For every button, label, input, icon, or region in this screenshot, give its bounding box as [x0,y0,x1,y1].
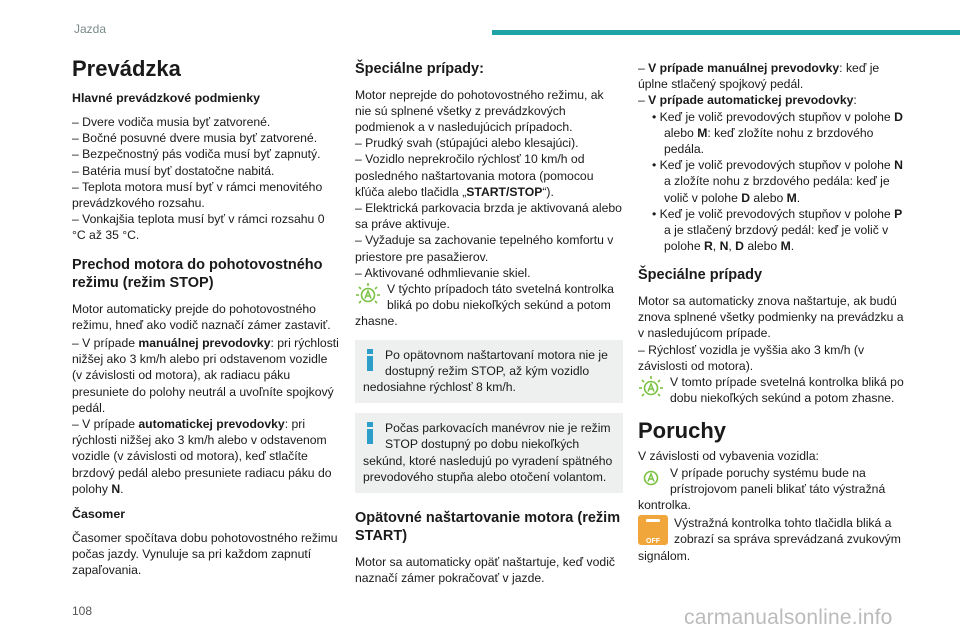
list-item: – Aktivované odhmlievanie skiel. [355,265,531,280]
list-item: – Bezpečnostný pás vodiča musí byť zapnutý. [72,147,321,162]
fault-warning-note: V prípade poruchy systému bude na prístrojovom paneli blikať táto výstražná kontrolka. [638,465,886,512]
column-3 [638,56,906,574]
timer-heading: Časomer [72,507,126,522]
column-2 [355,56,623,595]
special-cases-restart-text: Motor sa automaticky znova naštartuje, ak budú znova splnené všetky podmienky na prevádzku a v nasledujúcom prípade. [638,293,904,341]
info-icon [363,349,377,371]
list-item: – Prudký svah (stúpajúci alebo klesajúci). [355,136,579,151]
restart-warning-note: V tomto prípade svetelná kontrolka bliká po dobu niekoľkých sekúnd a potom zhasne. [638,374,906,406]
info-note-parking: Počas parkovacích manévrov nie je režim STOP dostupný po dobu niekoľkých sekúnd, ktoré nasledujú po vyradení spätného prevodového stupňa alebo otočení volantom. [355,413,623,493]
list-item: – Vozidlo neprekročilo rýchlosť 10 km/h od posledného naštartovania motora (pomocou kľúča alebo tlačidla „START/STOP“). [355,152,594,199]
list-item: – Bočné posuvné dvere musia byť zatvorené. [72,131,318,146]
info-icon [363,422,377,444]
bullet-item: • Keď je volič prevodových stupňov v polohe D alebo M: keď zložíte nohu z brzdového pedála. [652,109,903,157]
bullet-item: • Keď je volič prevodových stupňov v polohe N a zložíte nohu z brzdového pedála: keď je volič v polohe D alebo M. [652,158,903,205]
list-item: – Teplota motora musí byť v rámci menovitého prevádzkového rozsahu. [72,179,323,211]
stop-start-warning-note: V týchto prípadoch táto svetelná kontrolka bliká po dobu niekoľkých sekúnd a potom zhasne. [355,281,614,329]
manual-gearbox-item: – V prípade manuálnej prevodovky: pri rýchlosti nižšej ako 3 km/h alebo pri odstavenom vozidle (v závislosti od motora), ak radiacu páku presuniete do polohy neutrál a uvoľníte spojkový pedál. [72,336,339,415]
conditions-list [72,114,340,244]
special-cases-heading: Špeciálne prípady: [355,61,484,77]
stop-mode-intro: Motor automaticky prejde do pohotovostného režimu, hneď ako vodič naznačí zámer zastaviť. [72,301,331,332]
special-cases-intro: Motor neprejde do pohotovostného režimu, ak nie sú splnené všetky z prevádzkových podmienok a v nasledujúcich prípadoch. [355,87,604,134]
stop-start-warning-icon [638,374,664,400]
faults-title: Poruchy [638,418,727,444]
stop-start-off-button-icon: OFF [638,515,668,545]
header-accent-bar [492,30,960,35]
automatic-gearbox-restart: – V prípade automatickej prevodovky: [638,93,857,108]
stop-start-warning-icon [355,281,381,307]
manual-gearbox-restart: – V prípade manuálnej prevodovky: keď je úplne stlačený spojkový pedál. [638,61,880,92]
list-item: – Elektrická parkovacia brzda je aktivovaná alebo sa práve aktivuje. [355,200,622,232]
main-conditions-heading: Hlavné prevádzkové podmienky [72,91,260,105]
page-title: Prevádzka [72,56,181,81]
off-button-warning-note: OFF Výstražná kontrolka tohto tlačidla bliká a zobrazí sa správa sprevádzaná zvukovým signálom. [638,516,901,563]
section-label: Jazda [74,22,107,36]
list-item: – Vonkajšia teplota musí byť v rámci rozsahu 0 °C až 35 °C. [72,212,325,243]
list-item: – Dvere vodiča musia byť zatvorené. [72,115,271,129]
list-item: – Vyžaduje sa zachovanie tepelného komfortu v priestore pre pasažierov. [355,233,614,264]
automatic-gearbox-item: – V prípade automatickej prevodovky: pri rýchlosti nižšej ako 3 km/h alebo v odstavenom vozidle (v závislosti od motora), keď stlačíte brzdový pedál alebo presuniete radiacu páku do polohy N. [72,417,332,496]
watermark: carmanualsonline.info [684,606,893,629]
faults-intro: V závislosti od vybavenia vozidla: [638,449,819,464]
column-1 [72,56,340,588]
stop-mode-heading: Prechod motora do pohotovostného režimu (režim STOP) [72,256,323,292]
special-cases-restart-heading: Špeciálne prípady [638,267,763,284]
bullet-item: • Keď je volič prevodových stupňov v polohe P a je stlačený brzdový pedál: keď je volič v polohe R, N, D alebo M. [652,206,903,254]
list-item: – Batéria musí byť dostatočne nabitá. [72,163,275,178]
page-number: 108 [72,604,93,618]
start-mode-text: Motor sa automaticky opäť naštartuje, keď vodič naznačí zámer pokračovať v jazde. [355,554,615,586]
list-item: – Rýchlosť vozidla je vyššia ako 3 km/h (v závislosti od motora). [638,342,865,373]
start-mode-heading: Opätovné naštartovanie motora (režim START) [355,509,621,545]
info-note-restart: Po opätovnom naštartovaní motora nie je dostupný režim STOP, až kým vozidlo nedosiahne rýchlosť 8 km/h. [355,340,623,404]
timer-text: Časomer spočítava dobu pohotovostného režimu počas jazdy. Vynuluje sa pri každom zapnutí zapaľovania. [72,531,338,578]
stop-start-fault-icon [638,465,664,491]
